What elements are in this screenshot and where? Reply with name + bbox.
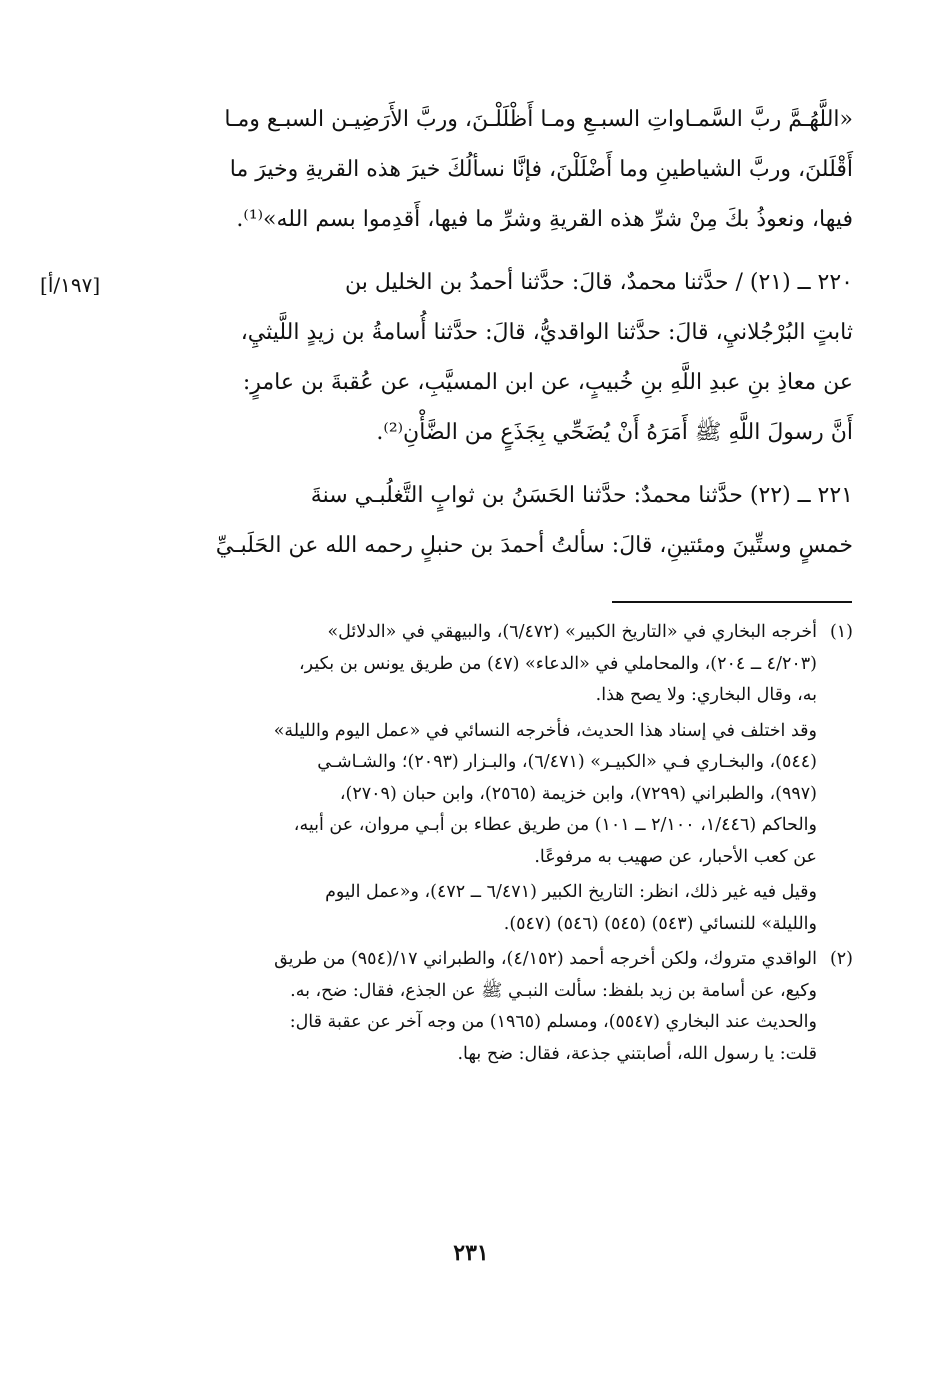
footnote-2 <box>118 944 853 1070</box>
footnote-line: والليلة» للنسائي (٥٤٣) (٥٤٥) (٥٤٦) (٥٤٧). <box>503 913 817 934</box>
page-number: ٢٣١ <box>453 1240 489 1266</box>
text-line: «اللَّهُـمَّ ربَّ السَّمـاواتِ السبـعِ ومـا أَظْلَلْـنَ، وربَّ الأَرَضِيـن السبـع ومـا <box>224 107 853 132</box>
footnote-line: عن كعب الأحبار، عن صهيب به مرفوعًا. <box>534 846 817 867</box>
footnote-number: (١) <box>829 622 853 642</box>
manuscript-folio-ref: [١٩٧/أ] <box>40 273 101 297</box>
footnote-line: به، وقال البخاري: ولا يصح هذا. <box>595 685 817 705</box>
footnote-1 <box>118 617 853 940</box>
hadith-220-line: ٢٢٠ ــ (٢١) / حدَّثنا محمدٌ، قالَ: حدَّثنا أحمدُ بن الخليل بن <box>344 270 853 295</box>
footnote-line: والحديث عند البخاري (٥٥٤٧)، ومسلم (١٩٦٥) من وجه آخر عن عقبة قال: <box>289 1012 817 1032</box>
footnote-line: والحاكم (١/٤٤٦، ٢/١٠٠ ــ ١٠١) من طريق عطاء بن أبـي مروان، عن أبيه، <box>293 815 817 835</box>
text-line: خمسٍ وستِّينَ ومئتينِ، قالَ: سألتُ أحمدَ بن حنبلٍ رحمه الله عن الحَلَبـيِّ <box>215 533 853 558</box>
hadith-221-line: ٢٢١ ــ (٢٢) حدَّثنا محمدٌ: حدَّثنا الحَسَنُ بن ثوابٍ التَّغلُبـي سنةَ <box>310 483 853 508</box>
text-line: فيها، ونعوذُ بكَ مِنْ شرِّ هذه القريةِ وشرِّ ما فيها، أَقدِموا بسم الله»⁽¹⁾. <box>236 207 853 232</box>
footnote-line: (٩٩٧)، والطبراني (٧٢٩٩)، وابن خزيمة (٢٥٦٥)، وابن حبان (٢٧٠٩)، <box>339 783 817 804</box>
footnote-line: قلت: يا رسول الله، أصابتني جذعة، فقال: ضح بها. <box>457 1043 817 1064</box>
footnote-line: الواقدي متروك، ولكن أخرجه أحمد (٤/١٥٢)، والطبراني ١٧/(٩٥٤) من طريق <box>274 949 817 969</box>
text-line: عن معاذِ بنِ عبدِ اللَّهِ بنِ خُبيبٍ، عن ابن المسيَّبِ، عن عُقبةَ بن عامرٍ: <box>242 370 853 395</box>
footnotes <box>118 617 853 1070</box>
footnote-number: (٢) <box>829 949 853 969</box>
footnote-line: (٥٤٤)، والبخـاري فـي «الكبيـر» (٦/٤٧١)، والبـزار (٢٠٩٣)؛ والشـاشـي <box>317 752 817 772</box>
footnote-line: وقيل فيه غير ذلك، انظر: التاريخ الكبير (٦/٤٧١ ــ ٤٧٢)، و«عمل اليوم <box>325 882 817 902</box>
footnote-line: (٤/٢٠٣ ــ ٢٠٤)، والمحاملي في «الدعاء» (٤٧) من طريق يونس بن بكير، <box>299 653 817 674</box>
text-line: أَقْلَلنَ، وربَّ الشياطينِ وما أَضْلَلْنَ، فإنَّا نسألُكَ خيرَ هذه القريةِ وخيرَ ما <box>229 157 853 182</box>
main-text <box>118 95 853 571</box>
footnote-line: أخرجه البخاري في «التاريخ الكبير» (٦/٤٧٢)، والبيهقي في «الدلائل» <box>327 622 817 642</box>
text-line: ثابتٍ البُرْجُلانيِ، قالَ: حدَّثنا الواقديُّ، قالَ: حدَّثنا أُسامةُ بن زيدٍ اللَّيثيِ، <box>240 320 853 345</box>
footnote-line: وكيع، عن أسامة بن زيد بلفظ: سألت النبـي ﷺ عن الجذع، فقال: ضح، به. <box>290 980 817 1001</box>
footnote-line: وقد اختلف في إسناد هذا الحديث، فأخرجه النسائي في «عمل اليوم والليلة» <box>273 720 817 741</box>
footnote-divider <box>612 601 852 603</box>
hadith-matn-line: أَنَّ رسولَ اللَّهِ ﷺ أَمَرَهُ أَنْ يُضَحِّي بِجَذَعٍ من الضَّأْنِ⁽²⁾. <box>376 420 853 445</box>
